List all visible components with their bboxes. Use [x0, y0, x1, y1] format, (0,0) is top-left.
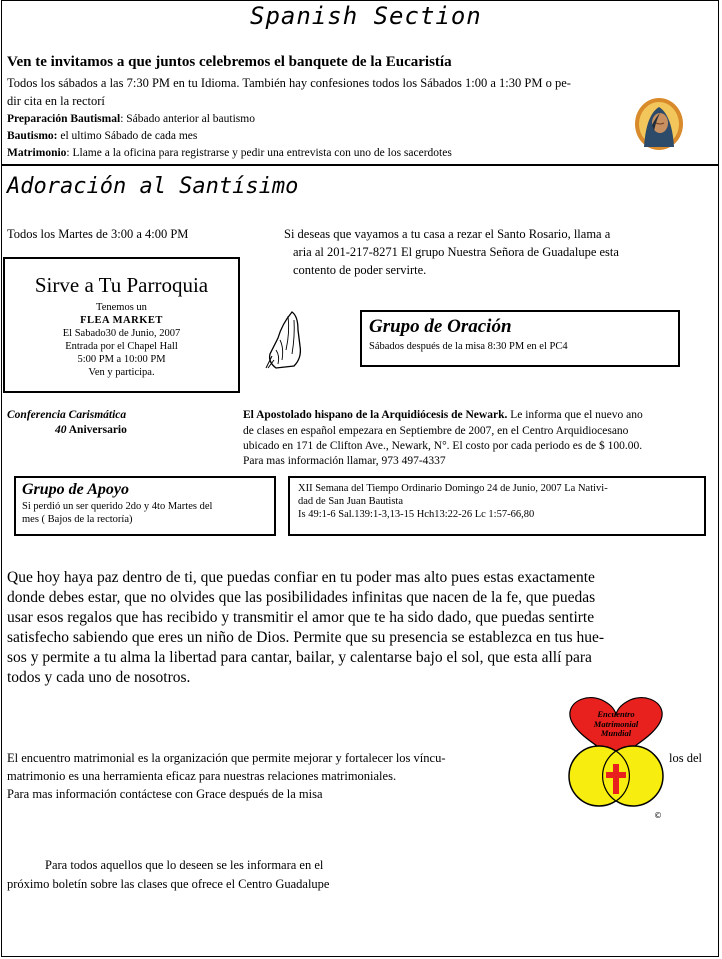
encuentro-line-2: matrimonio es una herramienta eficaz para nuestras relaciones matrimoniales.: [7, 769, 397, 783]
rosario-line-1: Si deseas que vayamos a tu casa a rezar el Santo Rosario, llama a: [284, 227, 611, 241]
guadalupe-line-2: próximo boletín sobre las clases que ofrece el Centro Guadalupe: [7, 877, 330, 891]
oracion-text: Sábados después de la misa 8:30 PM en el PC4: [369, 341, 568, 352]
bautismo-text: el ultimo Sábado de cada mes: [57, 130, 198, 142]
praying-hands-icon: [264, 310, 306, 370]
sirve-line-3: El Sabado30 de Junio, 2007: [62, 328, 181, 339]
sirve-line-2: FLEA MARKET: [80, 315, 163, 326]
apostolado-line-1: [243, 408, 643, 423]
eucaristia-headline: Ven te invitamos a que juntos celebremos el banquete de la Eucaristía: [7, 54, 452, 70]
sirve-parroquia-box: [3, 257, 240, 393]
rosario-line-3: contento de poder servirte.: [293, 263, 427, 277]
sirve-line-1: Tenemos un: [96, 302, 147, 313]
sirve-line-5: 5:00 PM a 10:00 PM: [77, 354, 166, 365]
encuentro-line-3: Para mas información contáctese con Grace después de la misa: [7, 787, 323, 801]
semana-line-3: Is 49:1-6 Sal.139:1-3,13-15 Hch13:22-26 Lc 1:57-66,80: [298, 509, 535, 520]
sirve-line-4: Entrada por el Chapel Hall: [65, 341, 178, 352]
misa-line-1: Todos los sábados a las 7:30 PM en tu Idioma. También hay confesiones todos los Sábados 1:00 a 1:30 PM o pe-: [7, 76, 571, 90]
adoracion-martes: Todos los Martes de 3:00 a 4:00 PM: [7, 227, 189, 241]
paz-line-3: usar esos regalos que has recibido y transmitir el amor que te ha sido dado, que puedas sentirte: [7, 609, 595, 626]
conferencia-aniversario: Aniversario: [66, 424, 127, 436]
paz-paragraph: [7, 568, 604, 688]
paz-line-2: donde debes estar, que no olvides que las posibilidades infinitas que nacen de la fe, que puedas: [7, 589, 596, 606]
preparacion-text: : Sábado anterior al bautismo: [120, 113, 255, 125]
paz-line-4: satisfecho sabiendo que eres un niño de Dios. Permite que su presencia se establezca en tus hue-: [7, 629, 604, 646]
matrimonio-label: Matrimonio: [7, 147, 67, 159]
apostolado-text-1: Le informa que el nuevo ano: [507, 409, 643, 421]
apostolado-line-4: Para mas información llamar, 973 497-4337: [243, 455, 446, 467]
apostolado-line-2: de clases en español empezara en Septiembre de 2007, en el Centro Arquidiocesano: [243, 425, 629, 437]
conferencia-line-1: Conferencia Carismática: [7, 409, 127, 421]
encuentro-heart-logo: [566, 696, 666, 822]
apoyo-line-2: mes ( Bajos de la rectoría): [22, 514, 133, 525]
sirve-line-6: Ven y participa.: [88, 367, 155, 378]
bautismo: [7, 129, 197, 144]
matrimonio-text: : Llame a la oficina para registrarse y pedir una entrevista con uno de los sacerdotes: [66, 147, 452, 159]
apostolado-lead: El Apostolado hispano de la Arquidiócesis de Newark.: [243, 409, 508, 421]
conferencia-number: 40: [55, 424, 67, 436]
preparacion-bautismal: [7, 112, 255, 127]
paz-line-6: todos y cada uno de nosotros.: [7, 669, 191, 686]
adoracion-title: Adoración al Santísimo: [7, 174, 299, 199]
semana-ordinario-box: [288, 476, 706, 536]
bautismo-label: Bautismo:: [7, 130, 58, 142]
paz-line-5: sos y permite a tu alma la libertad para cantar, bailar, y calentarse bajo el sol, que esta allí para: [7, 649, 592, 666]
virgin-of-guadalupe-icon: [634, 97, 684, 151]
svg-text:©: ©: [654, 811, 662, 820]
encuentro-logo-text: Encuentro Matrimonial Mundial: [593, 709, 639, 738]
encuentro-line-1-end: los del: [669, 751, 702, 765]
grupo-oracion-box: [360, 310, 680, 367]
semana-line-2: dad de San Juan Bautista: [298, 496, 403, 507]
sirve-title: Sirve a Tu Parroquia: [34, 273, 209, 297]
guadalupe-line-1: Para todos aquellos que lo deseen se les informara en el: [45, 858, 324, 872]
matrimonio: [7, 146, 452, 161]
apostolado-line-3: ubicado en 171 de Clifton Ave., Newark, N°. El costo por cada periodo es de $ 100.00.: [243, 440, 643, 452]
conferencia-line-2: [55, 423, 127, 438]
apoyo-title: Grupo de Apoyo: [22, 481, 129, 498]
rosario-line-2: aria al 201-217-8271 El grupo Nuestra Señora de Guadalupe esta: [293, 245, 619, 259]
encuentro-line-1: El encuentro matrimonial es la organización que permite mejorar y fortalecer los víncu-: [7, 751, 446, 765]
misa-line-2: dir cita en la rectorí: [7, 94, 105, 108]
preparacion-label: Preparación Bautismal: [7, 113, 121, 125]
oracion-title: Grupo de Oración: [369, 316, 512, 337]
grupo-apoyo-box: [14, 476, 276, 536]
spanish-section-title: Spanish Section: [250, 2, 482, 30]
apoyo-line-1: Si perdió un ser querido 2do y 4to Martes del: [22, 501, 213, 512]
semana-line-1: XII Semana del Tiempo Ordinario Domingo 24 de Junio, 2007 La Nativi-: [298, 483, 608, 494]
paz-line-1: Que hoy haya paz dentro de ti, que puedas confiar en tu poder mas alto pues estas exactamente: [7, 569, 595, 586]
